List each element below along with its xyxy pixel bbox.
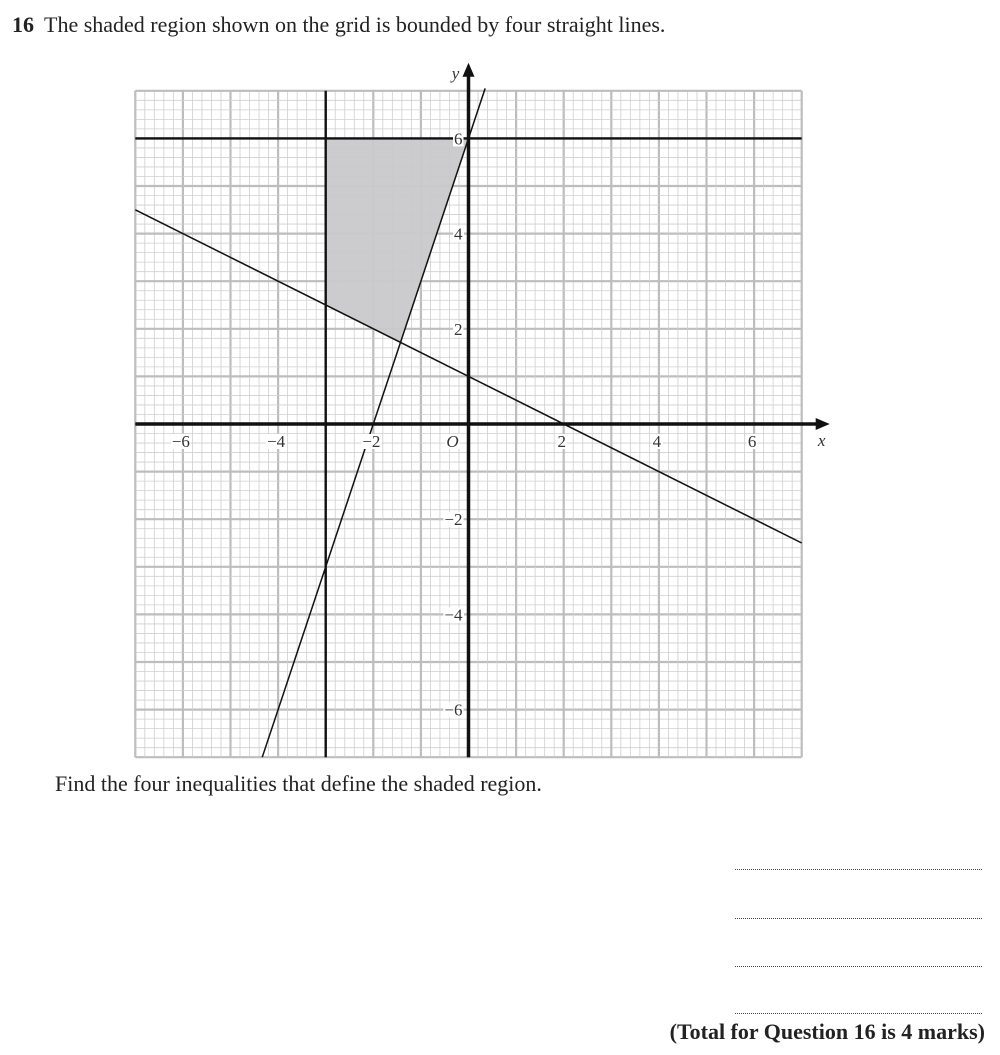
- y-tick-label: −2: [444, 510, 463, 530]
- shaded-region: [326, 138, 469, 342]
- x-axis-arrow-icon: [816, 418, 830, 430]
- origin-label: O: [446, 432, 459, 451]
- x-tick-label: −6: [171, 432, 190, 451]
- answer-line[interactable]: [735, 966, 982, 967]
- question-text: The shaded region shown on the grid is bounded by four straight lines.: [44, 12, 666, 37]
- x-tick-label: 2: [557, 432, 566, 451]
- y-tick-label: 4: [454, 224, 463, 244]
- x-tick-label: 6: [747, 432, 757, 451]
- answer-line[interactable]: [735, 918, 982, 919]
- y-axis-label: y: [451, 63, 460, 83]
- x-tick-label: −4: [267, 432, 286, 451]
- y-tick-label: 6: [454, 129, 463, 149]
- question-prompt: Find the four inequalities that define the shaded region.: [55, 771, 542, 796]
- total-marks: (Total for Question 16 is 4 marks): [669, 1019, 985, 1044]
- x-tick-label: −2: [362, 432, 381, 451]
- x-tick-label: 4: [652, 432, 662, 451]
- y-tick-label: 2: [454, 319, 463, 339]
- y-tick-label: −4: [444, 605, 463, 625]
- y-axis-arrow-icon: [463, 63, 475, 77]
- answer-line[interactable]: [735, 1013, 982, 1014]
- y-tick-label: −6: [444, 700, 463, 720]
- answer-line[interactable]: [735, 869, 982, 870]
- x-axis-label: x: [817, 431, 826, 450]
- question-number: 16: [12, 12, 34, 37]
